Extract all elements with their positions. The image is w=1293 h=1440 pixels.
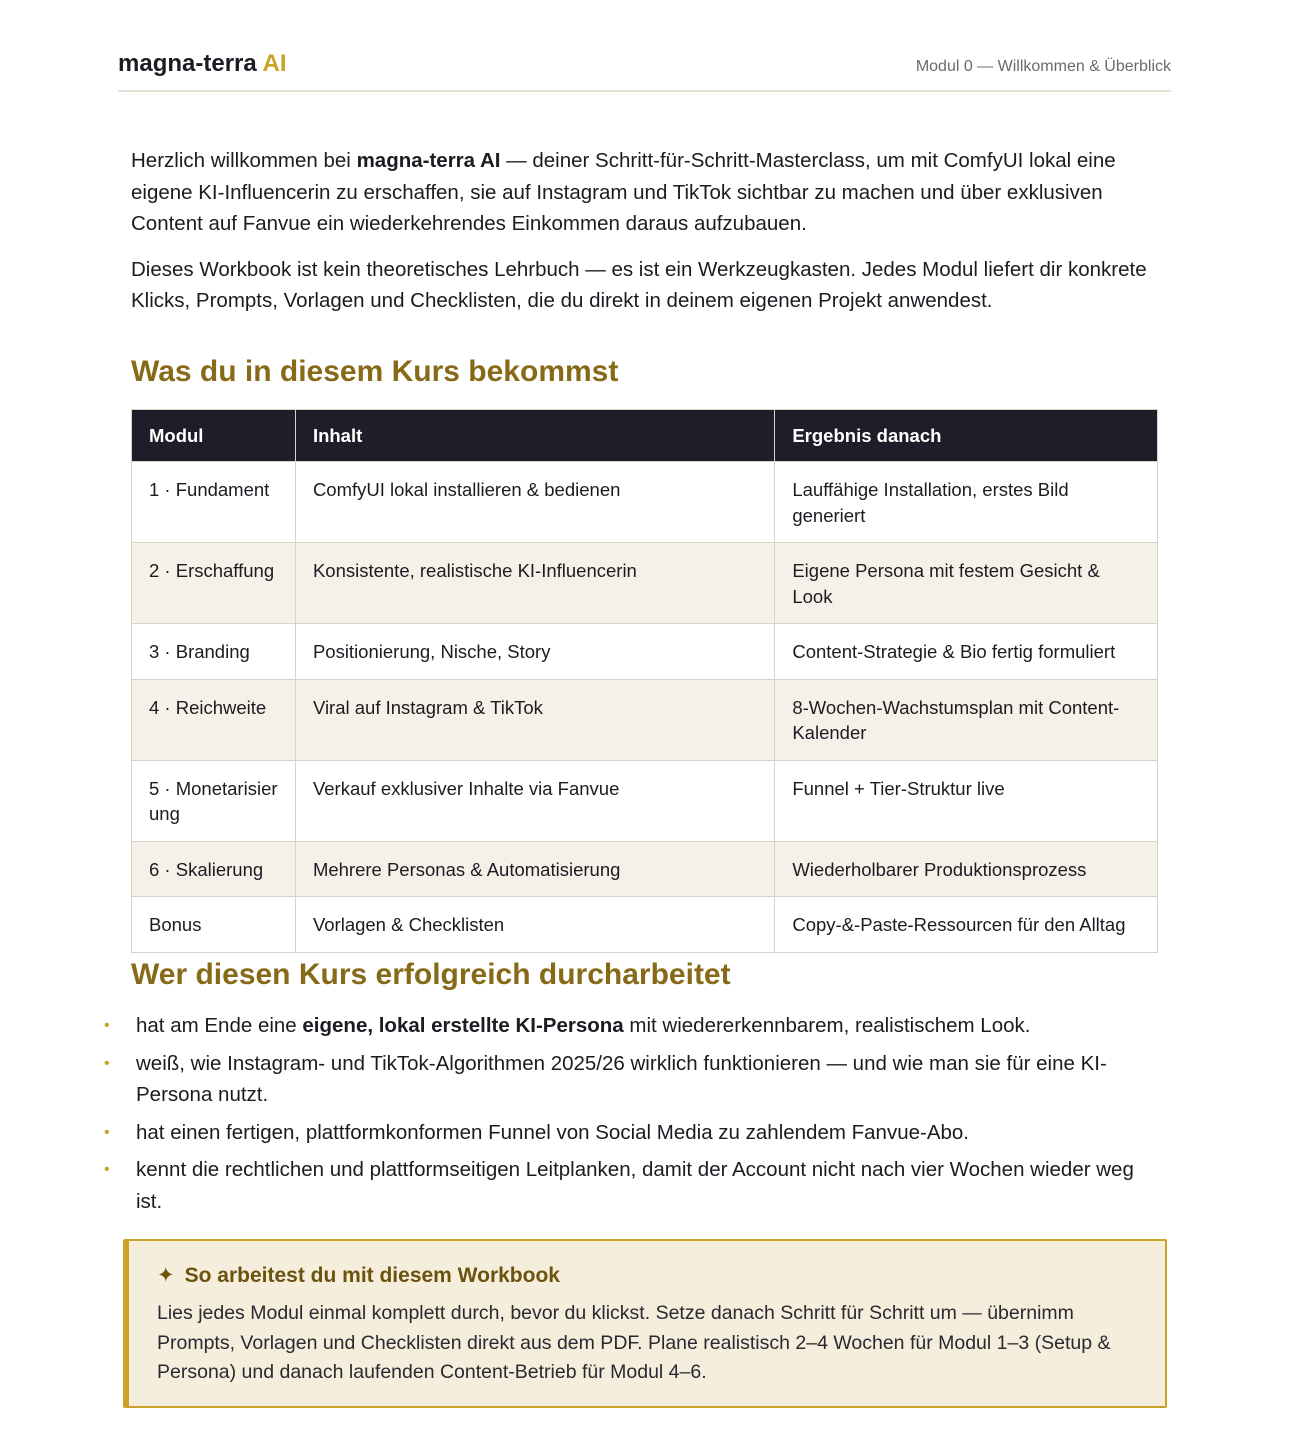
table-cell: Wiederholbarer Produktionsprozess xyxy=(775,841,1158,897)
list-item-text: kennt die rechtlichen und plattformseitigen Leitplanken, damit der Account nicht nach vier Wochen wieder weg ist. xyxy=(136,1158,1134,1213)
list-item-bold: eigene, lokal erstellte KI-Persona xyxy=(302,1014,624,1037)
list-item xyxy=(100,1154,1160,1217)
table-cell: 4 · Reichweite xyxy=(132,679,296,760)
column-header-ergebnis: Ergebnis danach xyxy=(775,410,1158,462)
table-row xyxy=(132,841,1158,897)
section-title-course: Was du in diesem Kurs bekommst xyxy=(131,355,619,388)
list-item-text: weiß, wie Instagram- und TikTok-Algorithmen 2025/26 wirklich funktionieren — und wie man sie für eine KI-Persona nutzt. xyxy=(136,1051,1107,1106)
table-cell: Bonus xyxy=(132,897,296,953)
intro-paragraph-2: Dieses Workbook ist kein theoretisches Lehrbuch — es ist ein Werkzeugkasten. Jedes Modul liefert dir konkrete Klicks, Prompts, Vorlagen und Checklisten, die du direkt in deinem eigenen Projekt anwendest. xyxy=(131,257,1147,312)
brand-name: magna-terra xyxy=(118,50,257,77)
column-header-modul: Modul xyxy=(132,410,296,462)
list-item-text: hat am Ende eine xyxy=(136,1014,303,1037)
intro-paragraph-1 xyxy=(131,145,1161,240)
list-item-text: hat einen fertigen, plattformkonformen Funnel von Social Media zu zahlendem Fanvue-Abo. xyxy=(136,1120,970,1144)
callout-title-text: So arbeitest du mit diesem Workbook xyxy=(184,1264,560,1287)
workbook-tip-callout xyxy=(123,1239,1167,1408)
bullet-icon: • xyxy=(104,1161,110,1178)
table-cell: Copy-&-Paste-Ressourcen für den Alltag xyxy=(775,897,1158,953)
bullet-icon: • xyxy=(104,1123,110,1141)
table-cell: 5 · Monetarisierung xyxy=(132,760,296,841)
table-header-row xyxy=(132,410,1158,462)
table-row xyxy=(132,624,1158,680)
bullet-icon: • xyxy=(104,1054,110,1072)
list-item-text: mit wiedererkennbarem, realistischem Look. xyxy=(623,1014,1031,1037)
table-cell: Lauffähige Installation, erstes Bild generiert xyxy=(775,462,1158,543)
section-title-who: Wer diesen Kurs erfolgreich durcharbeitet xyxy=(131,958,731,991)
intro-text: Herzlich willkommen bei xyxy=(131,149,357,172)
table-cell: Eigene Persona mit festem Gesicht & Look xyxy=(775,543,1158,624)
brand-logo xyxy=(118,50,287,78)
table-cell: Vorlagen & Checklisten xyxy=(295,897,774,953)
table-cell: ComfyUI lokal installieren & bedienen xyxy=(295,462,774,543)
table-row xyxy=(132,897,1158,953)
table-cell: 2 · Erschaffung xyxy=(132,543,296,624)
intro-section xyxy=(131,145,1161,331)
table-cell: 8-Wochen-Wachstumsplan mit Content-Kalender xyxy=(775,679,1158,760)
table-cell: Positionierung, Nische, Story xyxy=(295,624,774,680)
table-cell: Verkauf exklusiver Inhalte via Fanvue xyxy=(295,760,774,841)
module-label: Modul 0 — Willkommen & Überblick xyxy=(915,58,1171,75)
page-header xyxy=(118,50,1171,92)
table-cell: Funnel + Tier-Struktur live xyxy=(775,760,1158,841)
intro-text: — deiner Schritt-für-Schritt-Masterclass, um mit ComfyUI lokal eine eigene KI-Influencerin zu erschaffen, sie auf Instagram und TikTok sichtbar zu machen und über exklusiven Content auf Fanvue ein wiederkehrendes Einkommen daraus aufzubauen. xyxy=(131,149,1116,235)
table-row xyxy=(132,679,1158,760)
sparkle-icon: ✦ xyxy=(157,1264,175,1287)
brand-accent: AI xyxy=(262,50,287,77)
module-table xyxy=(131,409,1158,953)
list-item xyxy=(100,1010,1160,1042)
bullet-icon: • xyxy=(104,1017,110,1034)
table-row xyxy=(132,760,1158,841)
list-item xyxy=(100,1048,1160,1111)
table-cell: 1 · Fundament xyxy=(132,462,296,543)
intro-bold: magna-terra AI xyxy=(356,149,501,172)
table-cell: Mehrere Personas & Automatisierung xyxy=(295,841,774,897)
column-header-inhalt: Inhalt xyxy=(295,410,774,462)
table-cell: 6 · Skalierung xyxy=(132,841,296,897)
table-cell: Viral auf Instagram & TikTok xyxy=(295,679,774,760)
table-cell: Konsistente, realistische KI-Influencerin xyxy=(295,543,774,624)
callout-text: Lies jedes Modul einmal komplett durch, bevor du klickst. Setze danach Schritt für Schritt um — übernimm Prompts, Vorlagen und Checklisten direkt aus dem PDF. Plane realistisch 2–4 Wochen für Modul 1–3 (Setup & Persona) und danach laufenden Content-Betrieb für Modul 4–6. xyxy=(157,1302,1111,1383)
list-item xyxy=(100,1117,1160,1149)
table-cell: 3 · Branding xyxy=(132,624,296,680)
table-row xyxy=(132,462,1158,543)
table-row xyxy=(132,543,1158,624)
callout-title xyxy=(157,1263,560,1288)
table-cell: Content-Strategie & Bio fertig formuliert xyxy=(775,624,1158,680)
success-list xyxy=(100,1010,1160,1223)
